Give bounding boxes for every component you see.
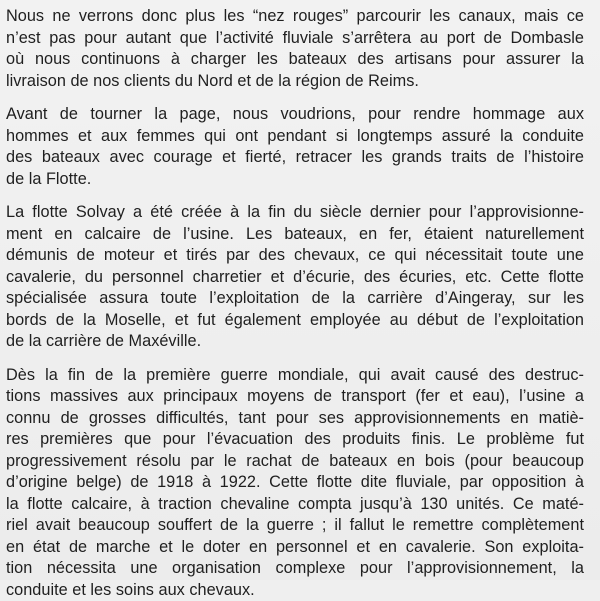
text-line: des bateaux avec courage et fierté, retracer les grands traits de l’histoire — [6, 147, 584, 169]
text-line: riel avait beaucoup souffert de la guerre ; il fallut le remettre complètement — [6, 515, 584, 537]
text-line: progressivement résolu par le rachat de bateaux en bois (pour beaucoup — [6, 451, 584, 473]
text-line: n’est pas pour autant que l’activité fluviale s’arrêtera au port de Dombasle — [6, 28, 584, 50]
text-line: où nous continuons à charger les bateaux des artisans pour assurer la — [6, 49, 584, 71]
text-line: tion nécessita une organisation complexe pour l’approvisionnement, la — [6, 558, 584, 580]
text-line: la flotte calcaire, à traction chevaline compta jusqu’à 130 unités. Ce maté- — [6, 494, 584, 516]
text-line: livraison de nos clients du Nord et de la région de Reims. — [6, 71, 584, 93]
text-line: ment en calcaire de l’usine. Les bateaux, en fer, étaient naturellement — [6, 224, 584, 246]
paragraph-3 — [6, 202, 584, 353]
text-line: res premières que pour l’évacuation des produits finis. Le problème fut — [6, 429, 584, 451]
text-line: hommes et aux femmes qui ont pendant si longtemps assuré la conduite — [6, 126, 584, 148]
text-line: bords de la Moselle, et fut également employée au début de l’exploitation — [6, 310, 584, 332]
text-line: démunis de moteur et tirés par des chevaux, ce qui nécessitait toute une — [6, 245, 584, 267]
document-text — [6, 6, 584, 601]
text-line: tions massives aux principaux moyens de transport (fer et eau), l’usine a — [6, 386, 584, 408]
paragraph-4 — [6, 365, 584, 601]
text-line: conduite et les soins aux chevaux. — [6, 580, 584, 601]
text-line: Avant de tourner la page, nous voudrions, pour rendre hommage aux — [6, 104, 584, 126]
text-line: La flotte Solvay a été créée à la fin du siècle dernier pour l’approvisionne- — [6, 202, 584, 224]
text-line: cavalerie, du personnel charretier et d’écurie, des écuries, etc. Cette flotte — [6, 267, 584, 289]
text-line: Nous ne verrons donc plus les “nez rouges” parcourir les canaux, mais ce — [6, 6, 584, 28]
paragraph-2 — [6, 104, 584, 190]
text-line: Dès la fin de la première guerre mondiale, qui avait causé des destruc- — [6, 365, 584, 387]
text-line: connu de grosses difficultés, tant pour ses approvisionnements en matiè- — [6, 408, 584, 430]
text-line: en état de marche et le doter en personnel et en cavalerie. Son exploita- — [6, 537, 584, 559]
text-line: de la carrière de Maxéville. — [6, 331, 584, 353]
text-line: spécialisée assura toute l’exploitation de la carrière d’Aingeray, sur les — [6, 288, 584, 310]
text-line: de la Flotte. — [6, 169, 584, 191]
paragraph-1 — [6, 6, 584, 92]
text-line: d’origine belge) de 1918 à 1922. Cette flotte dite fluviale, par opposition à — [6, 472, 584, 494]
